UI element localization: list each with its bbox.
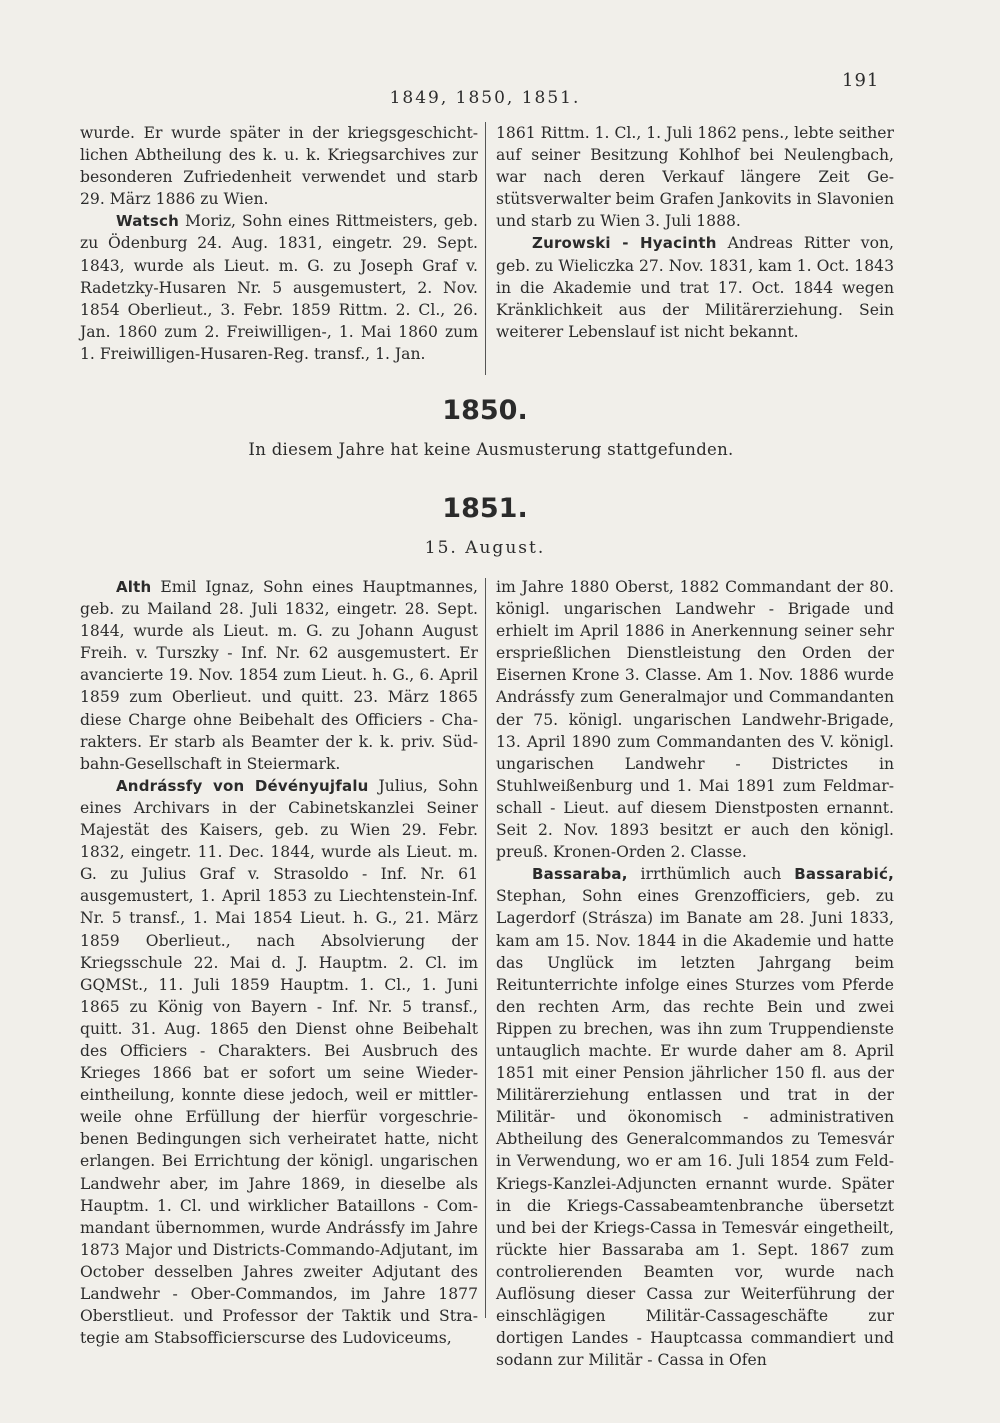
entry-watsch [80,210,478,365]
paragraph-text: wurde. Er wurde später in der kriegsgeschichtlichen Abtheilung des k. u. k. Kriegsarchives zur besonderen Zufriedenheit verwendet und starb 29. März 1886 zu Wien. [80,124,478,209]
entry-name: Andrássfy von Dévényujfalu [116,776,369,795]
year-heading-1850: 1850. [442,395,528,426]
entry-alth [80,576,478,775]
year-heading-1851: 1851. [442,493,528,524]
entry-name: Alth [116,578,152,596]
entry-andrassfy [80,775,478,1349]
section-note: In diesem Jahre hat keine Ausmusterung stattgefunden. [248,440,734,459]
entry-zurowski [496,232,894,342]
entry-name: Bassaraba, [532,865,628,884]
column-divider [485,122,486,375]
entry-text: Julius, Sohn eines Archivars in der Cabinetskanzlei Seiner Majestät des Kaisers, geb. zu Wien 29. Febr. 1832, eingetr. 11. Dec. 1844, wurde als Lieut. m. G. zu Julius Graf v. Strasoldo - Inf. Nr. 61 ausgemustert, 1. April 1853 zu Liechtenstein-Inf. Nr. 5 transf., 1. Mai 1854 Lieut. h. G., 21. März 1859 Oberlieut., nach Absolvierung der Kriegsschule 22. Mai d. J. Hauptm. 2. Cl. im GQMSt., 11. Juli 1859 Hauptm. 1. Cl., 1. Juni 1865 zu König von Bayern - Inf. Nr. 5 transf., quitt. 31. Aug. 1865 den Dienst ohne Beibehalt des Officiers - Charakters. Bei Ausbruch des Krieges 1866 bat er sofort um seine Wiedereintheilung, konnte diese jedoch, weil er mittlerweile ohne Erfüllung der hierfür vorgeschriebenen Bedingungen sich verheiratet hatte, nicht erlangen. Bei Errichtung der königl. ungarischen Landwehr aber, im Jahre 1869, in dieselbe als Hauptm. 1. Cl. und wirklicher Bataillons - Commandant übernommen, wurde Andrássfy im Jahre 1873 Major und Districts-Commando-Adjutant, im October desselben Jahres zweiter Adjutant des Landwehr - Ober-Commandos, im Jahre 1877 Oberstlieut. und Professor der Taktik und Strategie am Stabsofficierscurse des Ludoviceums, [80,776,478,1348]
entry-name: Watsch [116,212,180,231]
entry-name-alt: Bassarabić, [794,865,894,884]
entry-text-cont: Stephan, Sohn eines Grenzofficiers, geb. zu Lagerdorf (Strásza) im Banate am 28. Juni 1833, kam am 15. Nov. 1844 in die Akademie und hatte das Unglück im letzten Jahrgang beim Reitunterrichte infolge eines Sturzes vom Pferde den rechten Arm, das rechte Bein und zwei Rippen zu brechen, was ihn zum Truppendienste untauglich machte. Er wurde daher am 8. April 1851 mit einer Pension jährlicher 150 fl. aus der Militärerziehung entlassen und trat in der Militär- und ökonomisch - administrativen Abtheilung des Generalcommandos zu Temesvár in Verwendung, wo er am 16. Juli 1854 zum Feld-Kriegs-Kanzlei-Adjuncten ernannt wurde. Später in die Kriegs-Cassabeamtenbranche übersetzt und bei der Kriegs-Cassa in Temesvár eingetheilt, rückte hier Bassaraba am 1. Sept. 1867 zum controlierenden Beamten vor, wurde nach Auflösung dieser Cassa zur Weiterführung der einschlägigen Militär-Cassageschäfte zur dortigen Landes - Hauptcassa commandiert und sodann zur Militär - Cassa in Ofen [496,887,894,1370]
page-number: 191 [842,70,880,91]
top-left-column [80,122,478,365]
paragraph-text: im Jahre 1880 Oberst, 1882 Commandant der 80. königl. ungarischen Landwehr - Brigade und erhielt im April 1886 in Anerkennung seiner sehr ersprießlichen Dienstleistung den Orden der Eisernen Krone 3. Classe. Am 1. Nov. 1886 wurde Andrássfy zum Generalmajor und Commandanten der 75. königl. ungarischen Landwehr-Brigade, 13. April 1890 zum Commandanten des V. königl. ungarischen Landwehr - Districtes in Stuhlweißenburg und 1. Mai 1891 zum Feldmarschall - Lieut. auf diesem Dienstposten ernannt. Seit 2. Nov. 1893 besitzt er auch den königl. preuß. Kronen-Orden 2. Classe. [496,578,894,862]
section-date: 15. August. [424,538,546,558]
column-divider [485,578,486,1318]
paragraph [496,576,894,863]
bottom-right-column [496,576,894,1371]
paragraph [496,122,894,232]
paragraph-text: 1861 Rittm. 1. Cl., 1. Juli 1862 pens., lebte seither auf seiner Besitzung Kohlhof bei Neulengbach, war nach deren Verkauf längere Zeit Gestütsverwalter beim Grafen Jankovits in Slavonien und starb zu Wien 3. Juli 1888. [496,124,894,231]
entry-bassaraba [496,863,894,1371]
running-title: 1849, 1850, 1851. [389,88,581,108]
top-right-column [496,122,894,343]
bottom-left-column [80,576,478,1349]
entry-text: Andreas Ritter von, geb. zu Wieliczka 27. Nov. 1831, kam 1. Oct. 1843 in die Akademie und trat 17. Oct. 1844 wegen Kränklichkeit aus der Militärerziehung. Sein weiterer Lebenslauf ist nicht bekannt. [496,234,894,341]
paragraph [80,122,478,210]
entry-text: Emil Ignaz, Sohn eines Hauptmannes, geb. zu Mailand 28. Juli 1832, eingetr. 28. Sept. 1844, wurde als Lieut. m. G. zu Johann August Freih. v. Turszky - Inf. Nr. 62 ausgemustert. Er avancierte 19. Nov. 1854 zum Lieut. h. G., 6. April 1859 zum Oberlieut. und quitt. 23. März 1865 diese Charge ohne Beibehalt des Officiers - Charakters. Er starb als Beamter der k. k. priv. Südbahn-Gesellschaft in Steiermark. [80,578,478,773]
entry-text: irrthümlich auch [627,865,795,884]
entry-name: Zurowski - Hyacinth [532,234,717,253]
entry-text: Moriz, Sohn eines Rittmeisters, geb. zu Ödenburg 24. Aug. 1831, eingetr. 29. Sept. 1843, wurde als Lieut. m. G. zu Joseph Graf v. Radetzky-Husaren Nr. 5 ausgemustert, 2. Nov. 1854 Oberlieut., 3. Febr. 1859 Rittm. 2. Cl., 26. Jan. 1860 zum 2. Freiwilligen-, 1. Mai 1860 zum 1. Freiwilligen-Husaren-Reg. transf., 1. Jan. [80,212,478,363]
